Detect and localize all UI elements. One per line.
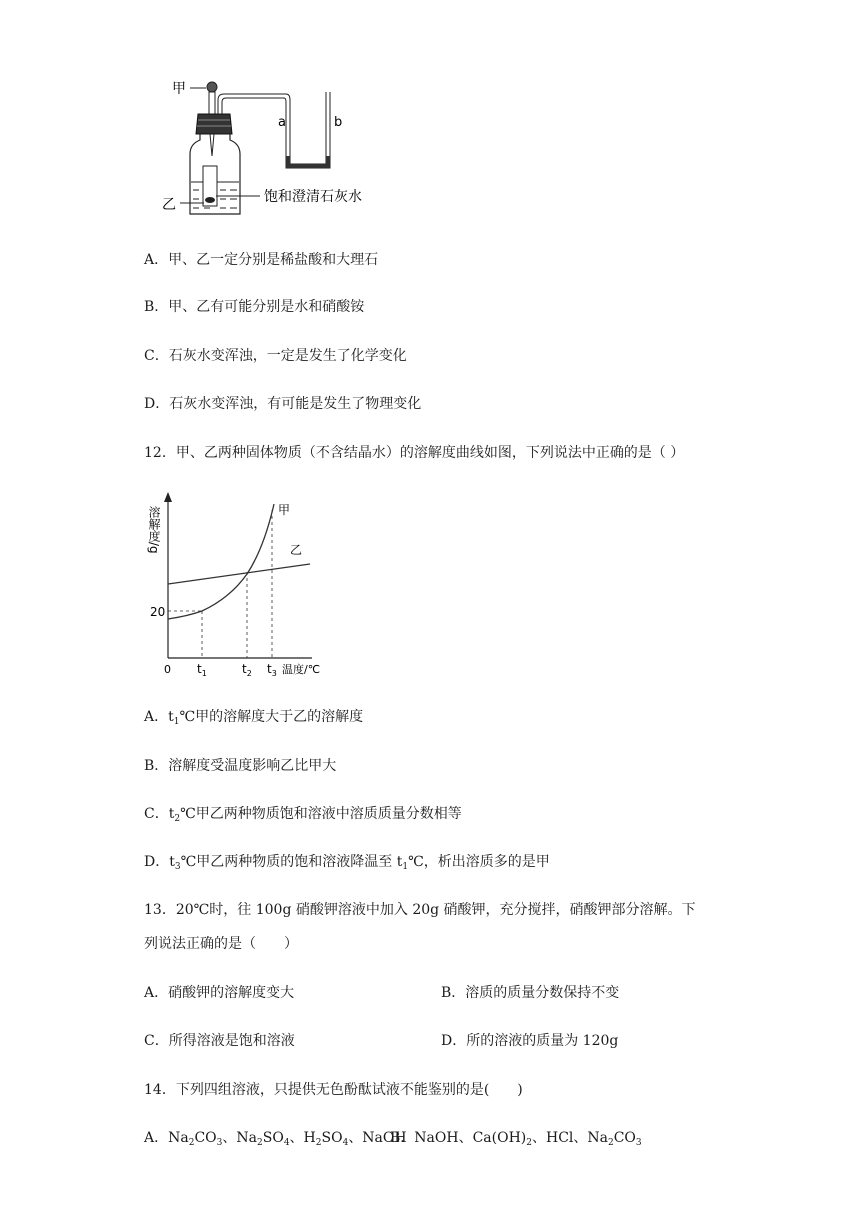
q12-option-a: A．$t_1℃$甲的溶解度大于乙的溶解度 [144, 709, 364, 727]
x-tick-t3: $t_3$ [267, 662, 277, 678]
x-axis-label: 温度/℃ [282, 663, 320, 676]
q13-stem-line1: 13．20℃时，往 100g 硝酸钾溶液中加入 20g 硝酸钾，充分搅拌，硝酸钾部分溶解。下 [144, 902, 696, 918]
q13-option-b: B．溶质的质量分数保持不变 [441, 985, 620, 1001]
solubility-chart [140, 488, 320, 678]
q13-option-d: D．所的溶液的质量为 120g [441, 1033, 619, 1049]
y-axis-label: 溶解度/g [147, 506, 161, 554]
q12-stem: 12．甲、乙两种固体物质（不含结晶水）的溶解度曲线如图，下列说法中正确的是（ ） [144, 445, 685, 461]
rubber-stopper [196, 114, 232, 134]
apparatus-figure [160, 72, 400, 222]
q11-option-d: D．石灰水变浑浊，有可能是发生了物理变化 [144, 396, 422, 412]
origin-label: 0 [164, 663, 171, 676]
q13-option-c: C．所得溶液是饱和溶液 [144, 1033, 295, 1049]
q12-option-d: D．$t_3℃$甲乙两种物质的饱和溶液降温至 $t_1℃$，析出溶质多的是甲 [144, 854, 550, 872]
y-axis-arrow [164, 492, 172, 502]
q12-option-c: C．$t_2℃$甲乙两种物质饱和溶液中溶质质量分数相等 [144, 806, 462, 824]
x-tick-t1: $t_1$ [197, 662, 207, 678]
series-jia-label: 甲 [278, 503, 291, 517]
series-jia-curve [168, 504, 274, 619]
label-a: a [278, 115, 286, 130]
q14-option-a: A．$Na_2CO_3$、$Na_2SO_4$、$H_2SO_4$、NaOH [144, 1130, 407, 1148]
series-yi-line [168, 564, 310, 584]
label-yi: 乙 [162, 197, 176, 213]
q11-option-a: A．甲、乙一定分别是稀盐酸和大理石 [144, 252, 379, 268]
q11-option-b: B．甲、乙有可能分别是水和硝酸铵 [144, 299, 365, 315]
series-yi-label: 乙 [290, 543, 303, 557]
solid-yi [205, 197, 215, 203]
label-jia: 甲 [172, 81, 186, 97]
label-b: b [334, 115, 343, 130]
q13-stem-line2: 列说法正确的是（ ） [144, 936, 298, 952]
x-tick-t2: $t_2$ [242, 662, 252, 678]
q12-option-b: B．溶解度受温度影响乙比甲大 [144, 758, 337, 774]
dropper-tube [209, 92, 215, 114]
q14-stem: 14．下列四组溶液，只提供无色酚酞试液不能鉴别的是( ) [144, 1082, 523, 1098]
dropper-bulb [207, 82, 217, 92]
label-limewater: 饱和澄清石灰水 [264, 189, 362, 205]
y-tick-20: 20 [150, 605, 166, 619]
q13-option-a: A．硝酸钾的溶解度变大 [144, 985, 295, 1001]
guide-lines [168, 510, 272, 658]
q14-option-b: B．NaOH、$Ca(OH)_2$、HCl、$Na_2CO_3$ [390, 1130, 642, 1148]
q11-option-c: C．石灰水变浑浊，一定是发生了化学变化 [144, 348, 407, 364]
delivery-tube [218, 92, 326, 164]
